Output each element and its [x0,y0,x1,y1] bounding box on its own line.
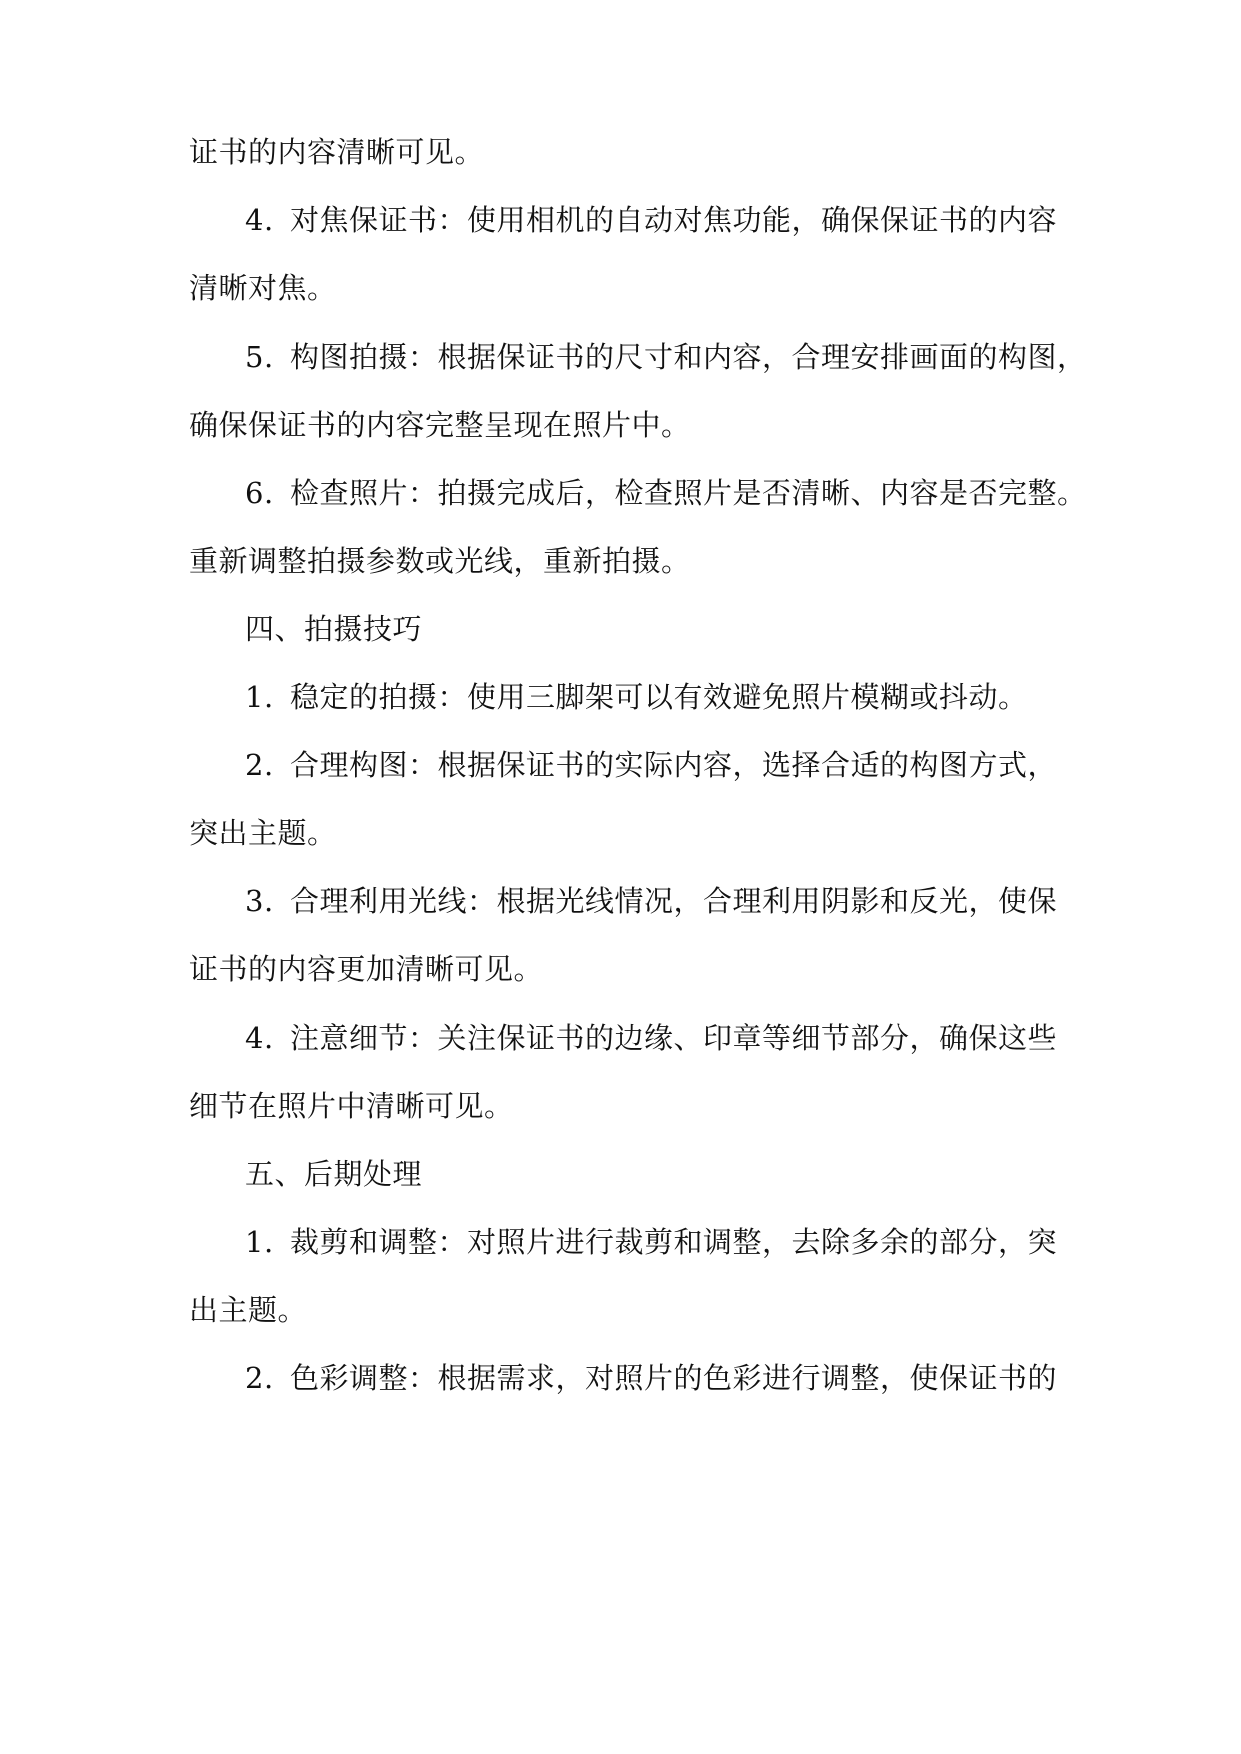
list-item-text: 稳定的拍摄：使用三脚架可以有效避免照片模糊或抖动。 [290,680,1028,714]
list-item [245,1220,1125,1264]
section-heading: 四、拍摄技巧 [245,612,423,646]
section-heading: 五、后期处理 [245,1157,423,1191]
list-item-text: 色彩调整：根据需求，对照片的色彩进行调整，使保证书的 [290,1361,1058,1395]
list-item-text: 构图拍摄：根据保证书的尺寸和内容，合理安排画面的构图， [290,340,1087,374]
list-number: 4. [245,1021,274,1055]
list-item [245,675,1125,719]
list-item [245,471,1125,515]
text-line: 出主题。 [189,1293,308,1327]
list-item-text: 合理构图：根据保证书的实际内容，选择合适的构图方式， [290,748,1058,782]
list-number: 2. [245,748,274,782]
list-number: 3. [245,884,274,918]
text-line: 清晰对焦。 [189,271,337,305]
text-line: 证书的内容更加清晰可见。 [189,952,544,986]
text-line: 确保保证书的内容完整呈现在照片中。 [189,408,691,442]
list-number: 1. [245,680,274,714]
text-line: 证书的内容清晰可见。 [189,135,485,169]
list-item [245,743,1125,787]
list-number: 2. [245,1361,274,1395]
list-item-text: 检查照片：拍摄完成后，检查照片是否清晰、内容是否完整。 [290,476,1087,510]
list-item [245,879,1125,923]
text-line: 细节在照片中清晰可见。 [189,1089,514,1123]
list-item [245,1356,1125,1400]
list-item-text: 注意细节：关注保证书的边缘、印章等细节部分，确保这些 [290,1021,1058,1055]
list-number: 6. [245,476,274,510]
list-item [245,1016,1125,1060]
text-line: 突出主题。 [189,816,337,850]
list-item-text: 对焦保证书：使用相机的自动对焦功能，确保保证书的内容 [290,203,1058,237]
list-item [245,335,1125,379]
list-number: 5. [245,340,274,374]
list-item-text: 合理利用光线：根据光线情况，合理利用阴影和反光，使保 [290,884,1058,918]
text-line: 重新调整拍摄参数或光线，重新拍摄。 [189,544,691,578]
list-item [245,198,1125,242]
list-number: 1. [245,1225,274,1259]
list-item-text: 裁剪和调整：对照片进行裁剪和调整，去除多余的部分，突 [290,1225,1058,1259]
list-number: 4. [245,203,274,237]
